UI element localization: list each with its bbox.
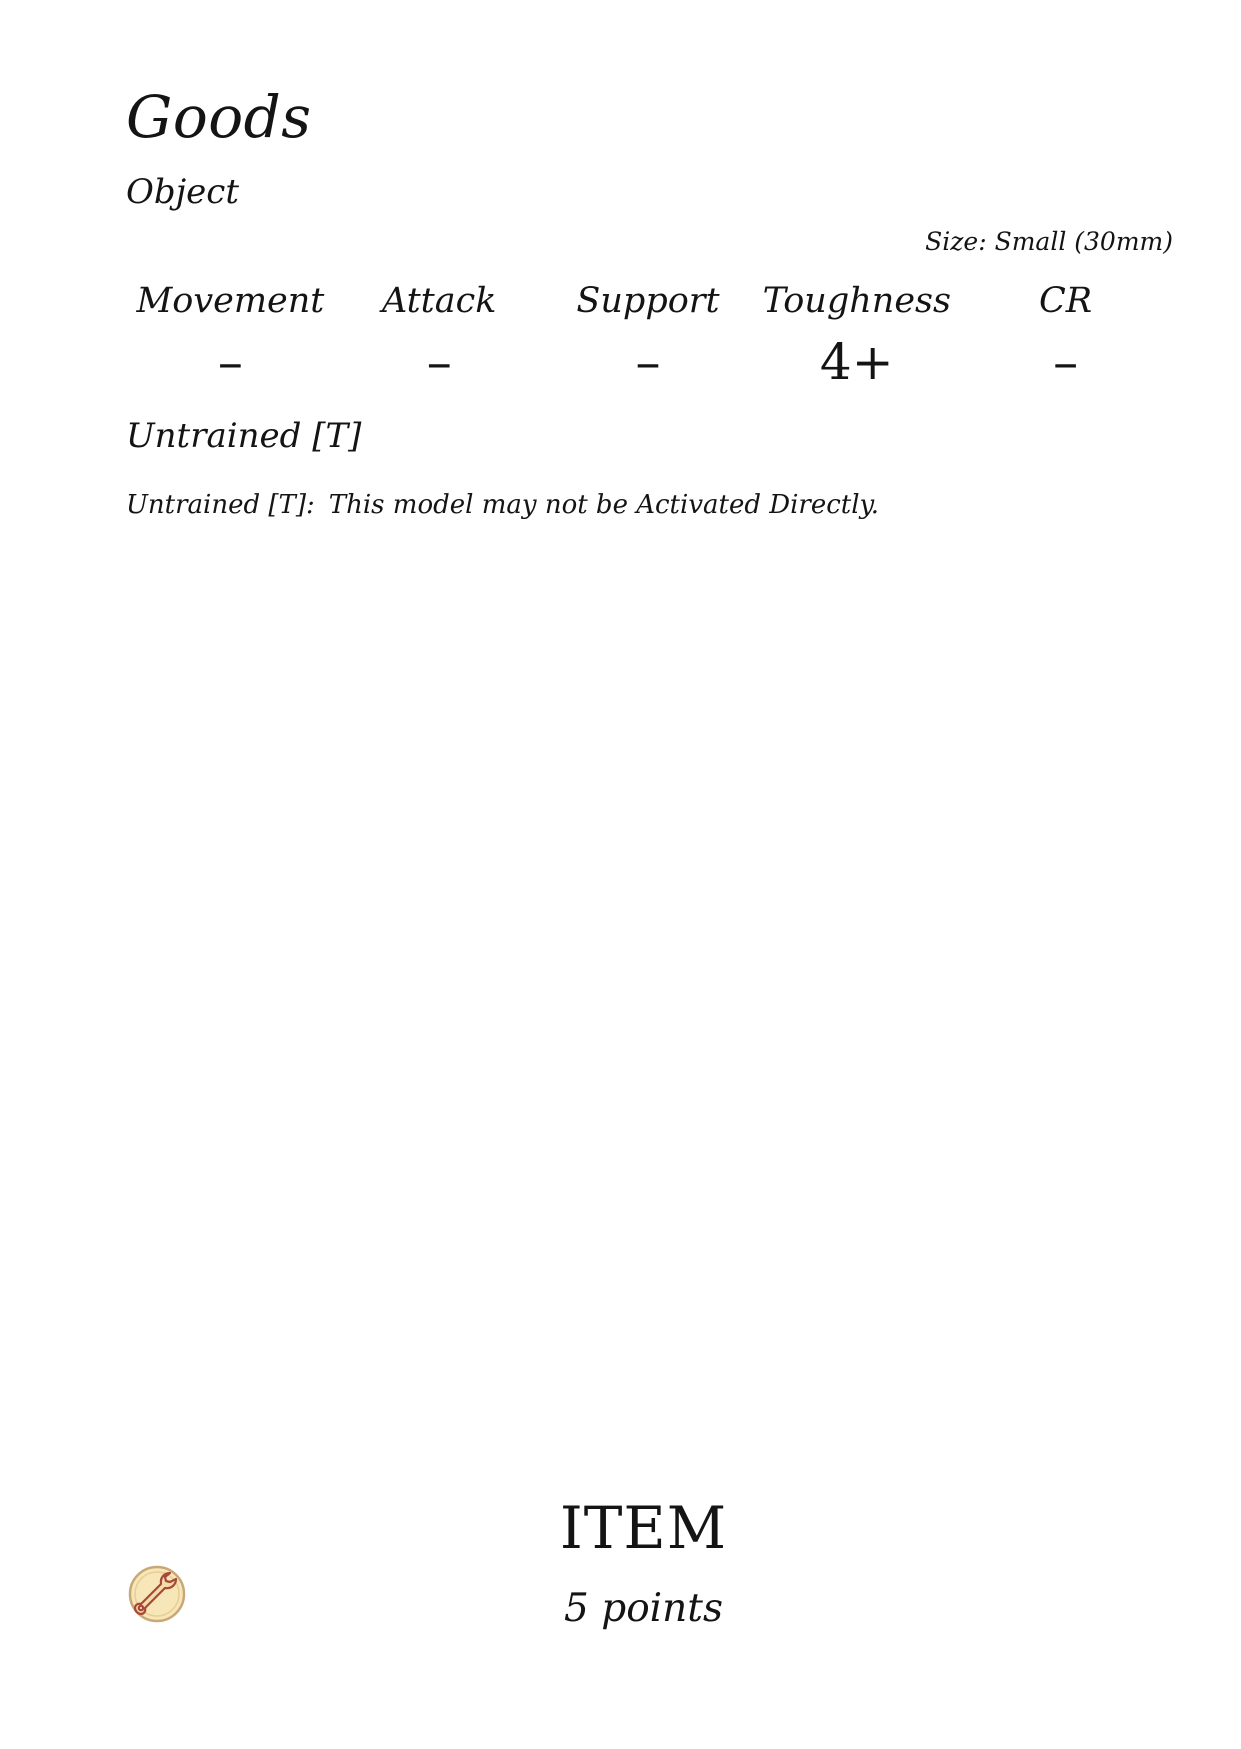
stat-movement [126, 277, 335, 395]
stat-header: Movement [136, 281, 325, 321]
stat-support [544, 277, 753, 395]
stat-header: Toughness [762, 281, 951, 321]
stat-value: – [426, 333, 452, 391]
stat-attack [335, 277, 544, 395]
card-type: ITEM [559, 1494, 728, 1562]
rules-heading: Untrained [T] [126, 416, 362, 456]
card-subtitle: Object [126, 172, 240, 212]
stat-value: – [217, 333, 243, 391]
stat-header: CR [1039, 281, 1093, 321]
stat-value: 4+ [819, 333, 894, 391]
stat-header: Attack [381, 281, 497, 321]
size-label: Size: Small (30mm) [925, 227, 1173, 256]
stat-value: – [635, 333, 661, 391]
card-title: Goods [126, 83, 312, 151]
rule-description: This model may not be Activated Directly. [328, 490, 880, 520]
rule-name: Untrained [T]: [126, 490, 315, 520]
rule-entry [126, 490, 879, 521]
card-points: 5 points [564, 1586, 723, 1631]
stat-cr [961, 277, 1170, 395]
stat-toughness [752, 277, 961, 395]
stat-table [126, 277, 1170, 395]
stat-value: – [1053, 333, 1079, 391]
stat-header: Support [576, 281, 720, 321]
